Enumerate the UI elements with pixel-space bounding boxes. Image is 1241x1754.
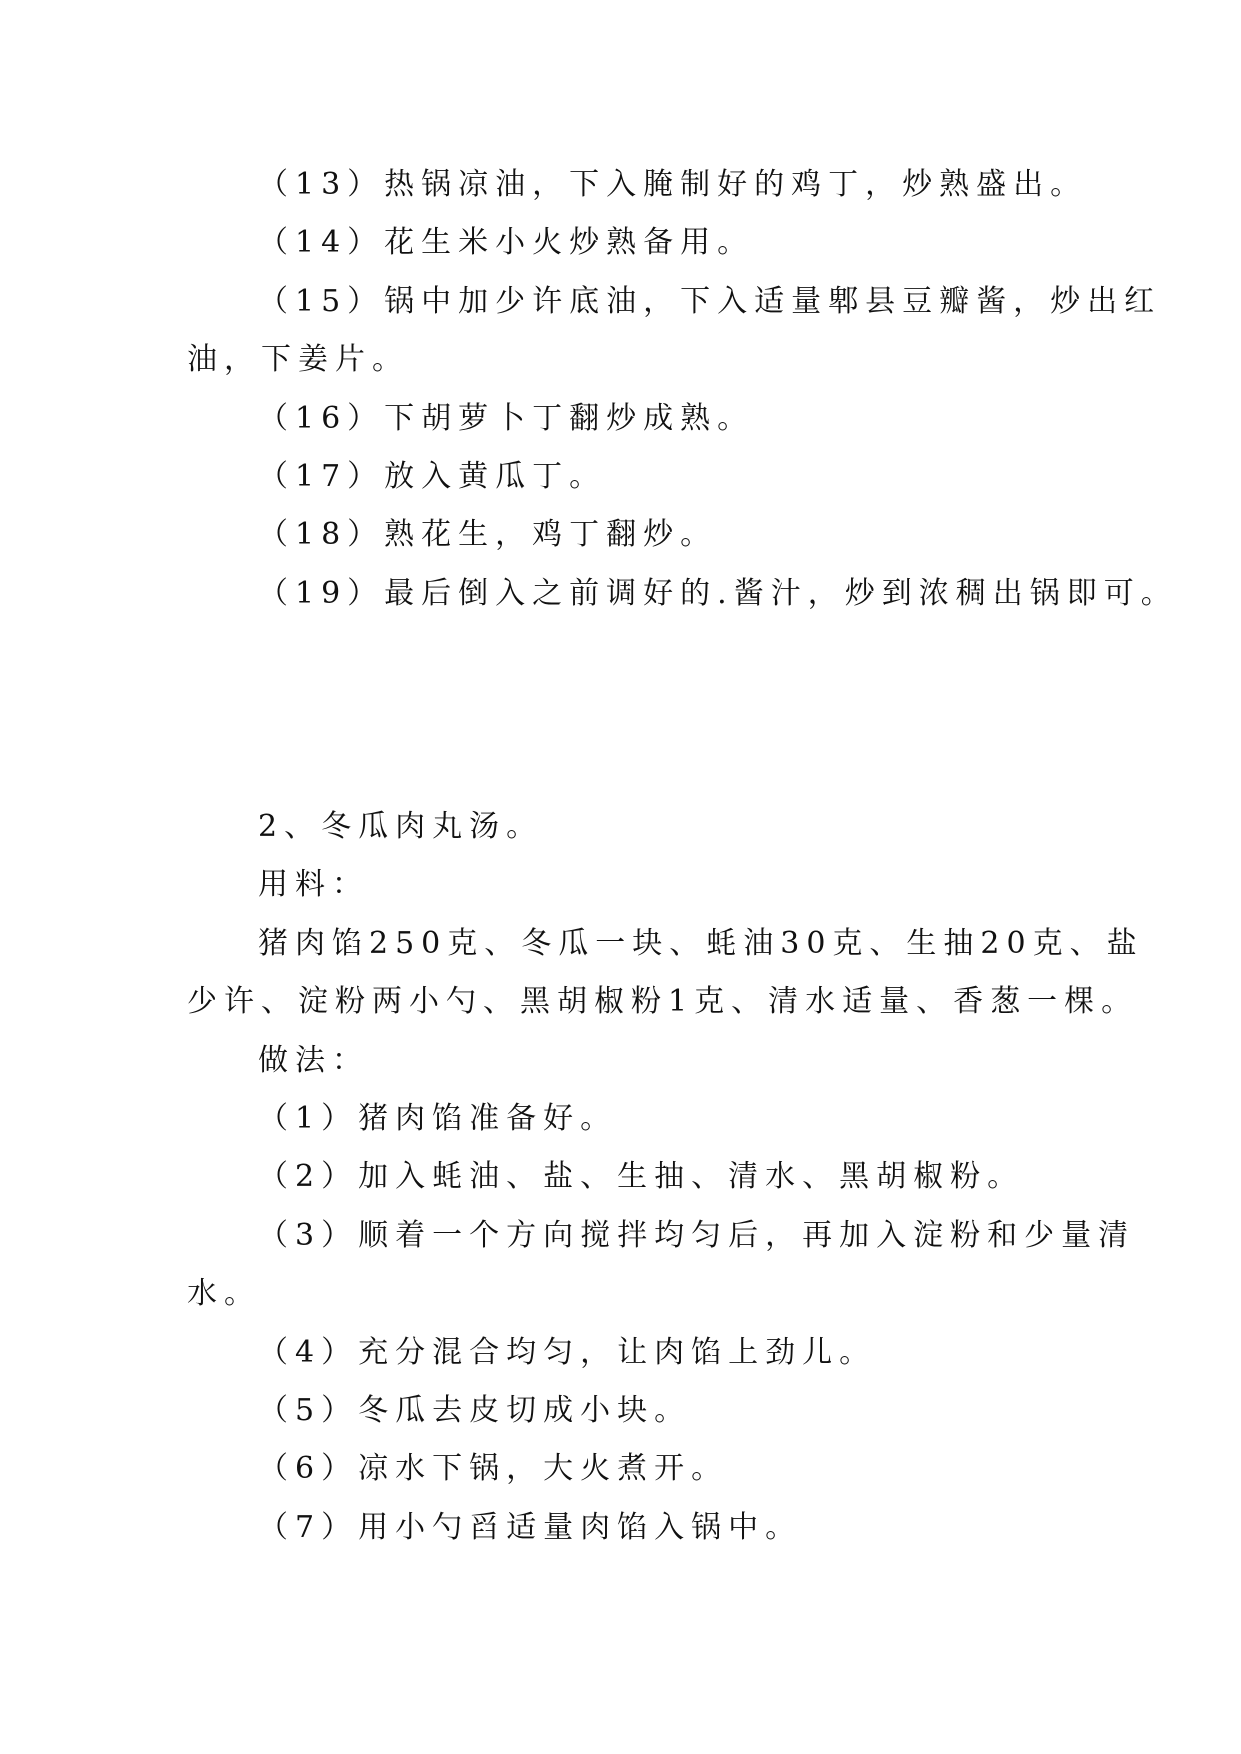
method-step-6: （6）凉水下锅，大火煮开。: [258, 1451, 729, 1486]
method-step-3-line2: 水。: [187, 1276, 261, 1311]
method-step-7: （7）用小勺舀适量肉馅入锅中。: [258, 1510, 803, 1545]
step-15-line2: 油，下姜片。: [187, 342, 409, 377]
method-label: 做法：: [258, 1043, 369, 1078]
method-step-3-line1: （3）顺着一个方向搅拌均匀后，再加入淀粉和少量清: [258, 1218, 1136, 1253]
method-step-5: （5）冬瓜去皮切成小块。: [258, 1393, 692, 1428]
method-step-1: （1）猪肉馅准备好。: [258, 1101, 618, 1136]
ingredients-line1: 猪肉馅250克、冬瓜一块、蚝油30克、生抽20克、盐: [258, 926, 1144, 961]
step-16: （16）下胡萝卜丁翻炒成熟。: [258, 401, 755, 436]
ingredients-line2: 少许、淀粉两小勺、黑胡椒粉1克、清水适量、香葱一棵。: [187, 984, 1139, 1019]
method-step-4: （4）充分混合均匀，让肉馅上劲儿。: [258, 1335, 877, 1370]
step-19: （19）最后倒入之前调好的.酱汁，炒到浓稠出锅即可。: [258, 576, 1178, 611]
step-13: （13）热锅凉油，下入腌制好的鸡丁，炒熟盛出。: [258, 167, 1088, 202]
step-18: （18）熟花生，鸡丁翻炒。: [258, 517, 718, 552]
recipe-title: 2、冬瓜肉丸汤。: [258, 809, 544, 844]
method-step-2: （2）加入蚝油、盐、生抽、清水、黑胡椒粉。: [258, 1159, 1025, 1194]
step-15-line1: （15）锅中加少许底油，下入适量郫县豆瓣酱，炒出红: [258, 284, 1162, 319]
step-17: （17）放入黄瓜丁。: [258, 459, 607, 494]
step-14: （14）花生米小火炒熟备用。: [258, 225, 755, 260]
ingredients-label: 用料：: [258, 867, 369, 902]
